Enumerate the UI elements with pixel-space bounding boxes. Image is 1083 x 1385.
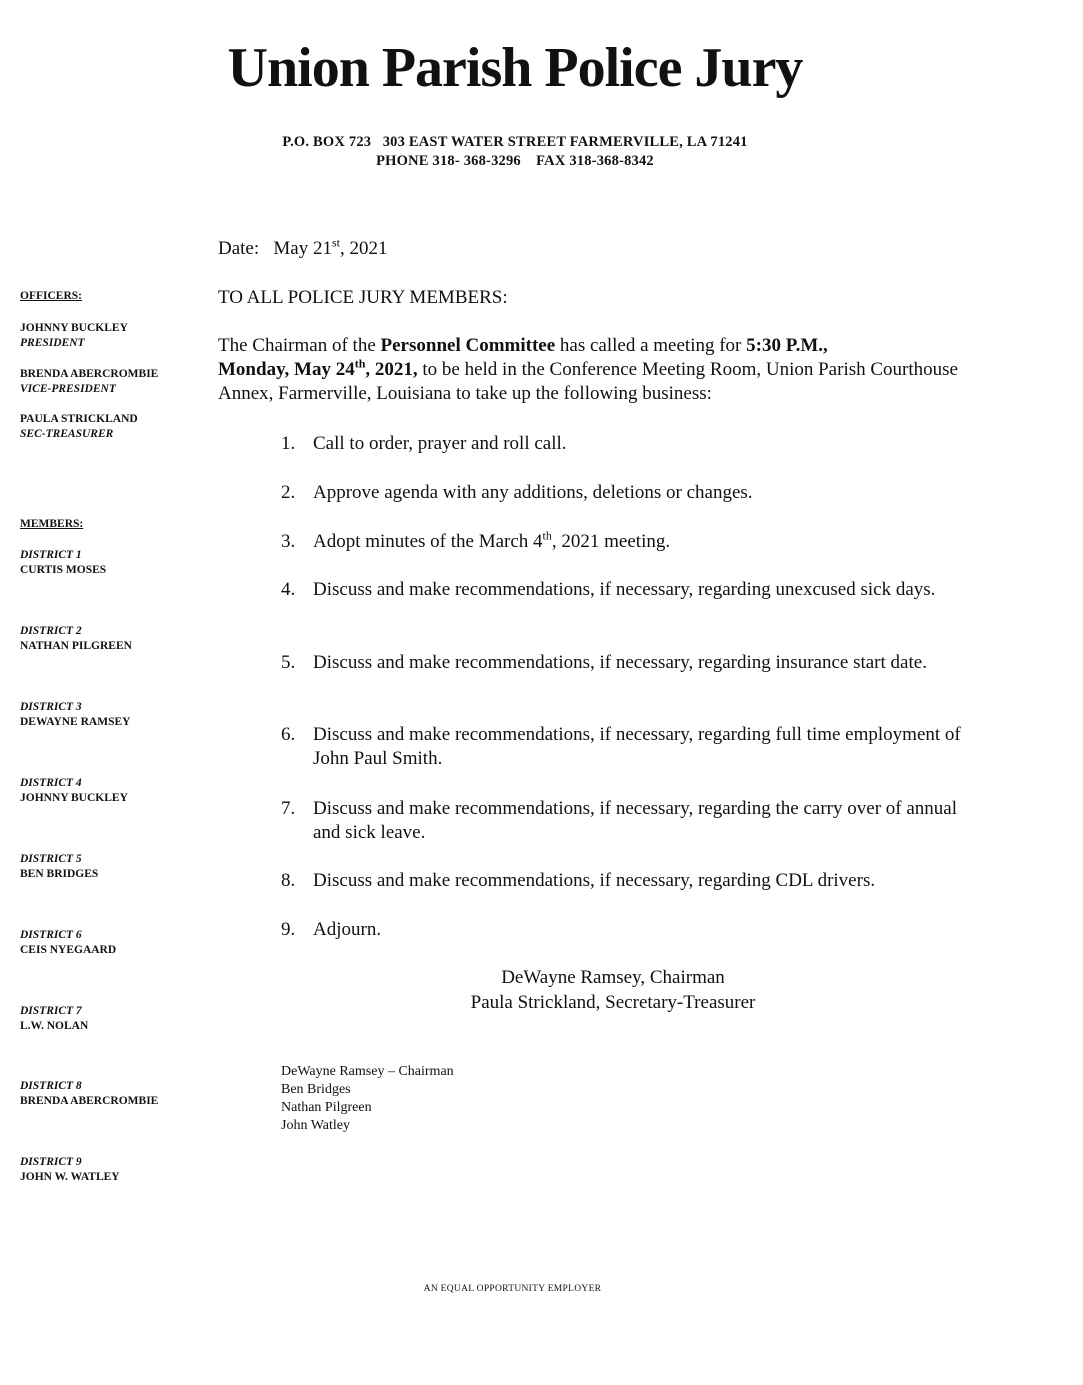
agenda-text: Discuss and make recommendations, if necessary, regarding the carry over of annual and sick leave.: [313, 798, 957, 843]
committee-member: DeWayne Ramsey – Chairman: [281, 1064, 454, 1079]
agenda-number: 5.: [281, 652, 296, 673]
member-name: L.W. NOLAN: [20, 1020, 89, 1032]
officer-entry: [20, 412, 138, 442]
committee-member: Ben Bridges: [281, 1082, 351, 1097]
committee-member-list: [281, 1063, 454, 1135]
officer-name: BRENDA ABERCROMBIE: [20, 368, 159, 380]
member-district: DISTRICT 1: [20, 549, 82, 561]
agenda-text: Call to order, prayer and roll call.: [313, 433, 567, 454]
committee-member: Nathan Pilgreen: [281, 1100, 372, 1115]
agenda-number: 4.: [281, 579, 296, 600]
member-name: DEWAYNE RAMSEY: [20, 716, 131, 728]
member-entry: [20, 624, 132, 654]
agenda-text: Adjourn.: [313, 919, 382, 940]
officer-name: JOHNNY BUCKLEY: [20, 322, 128, 334]
member-entry: [20, 928, 116, 958]
agenda-item: [281, 578, 961, 602]
member-name: CEIS NYEGAARD: [20, 944, 117, 956]
meeting-time: 5:30 P.M.,: [746, 335, 828, 356]
agenda-number: 6.: [281, 724, 296, 745]
salutation: TO ALL POLICE JURY MEMBERS:: [218, 287, 508, 308]
member-district: DISTRICT 5: [20, 853, 82, 865]
officer-role: SEC-TREASURER: [20, 428, 114, 440]
member-district: DISTRICT 9: [20, 1156, 82, 1168]
member-entry: [20, 1155, 120, 1185]
officer-name: PAULA STRICKLAND: [20, 413, 138, 425]
intro-paragraph: The Chairman of the Personnel Committee has called a meeting for 5:30 P.M., Monday, May 24th, 2021, to be held in the Conference Meeting Room, Union Parish Courthouse Annex, Farmerville, Louisiana to take up the following business:: [218, 335, 958, 404]
agenda-number: 1.: [281, 433, 296, 454]
agenda-item: [281, 481, 961, 505]
agenda-item: [281, 869, 961, 893]
member-district: DISTRICT 7: [20, 1005, 82, 1017]
date-month-day: May 21: [273, 238, 332, 259]
officer-role: VICE-PRESIDENT: [20, 383, 116, 395]
member-entry: [20, 1079, 158, 1109]
committee-name: Personnel Committee: [380, 335, 556, 356]
member-name: BEN BRIDGES: [20, 868, 99, 880]
member-name: NATHAN PILGREEN: [20, 640, 132, 652]
member-district: DISTRICT 3: [20, 701, 82, 713]
footer-eoe: AN EQUAL OPPORTUNITY EMPLOYER: [423, 1284, 602, 1294]
member-entry: [20, 1004, 88, 1034]
member-district: DISTRICT 2: [20, 625, 82, 637]
member-name: JOHN W. WATLEY: [20, 1171, 120, 1183]
agenda-number: 9.: [281, 919, 296, 940]
date-suffix: st: [331, 235, 340, 250]
agenda-text: Adopt minutes of the March 4th, 2021 meeting.: [313, 528, 671, 552]
officers-heading: OFFICERS:: [20, 290, 82, 302]
officer-entry: [20, 367, 158, 397]
agenda-item: [281, 432, 961, 456]
officer-role: PRESIDENT: [20, 337, 85, 349]
agenda-number: 3.: [281, 531, 296, 552]
member-name: BRENDA ABERCROMBIE: [20, 1095, 159, 1107]
agenda-text: Discuss and make recommendations, if necessary, regarding full time employment of John Paul Smith.: [313, 724, 961, 769]
member-district: DISTRICT 8: [20, 1080, 82, 1092]
agenda-item: [281, 918, 961, 942]
letterhead-address: P.O. BOX 723 303 EAST WATER STREET FARMERVILLE, LA 71241: [282, 134, 748, 150]
agenda-text: Approve agenda with any additions, deletions or changes.: [313, 482, 753, 503]
committee-member: John Watley: [281, 1118, 350, 1133]
member-district: DISTRICT 4: [20, 777, 82, 789]
signature-secretary: Paula Strickland, Secretary-Treasurer: [470, 992, 756, 1013]
member-name: CURTIS MOSES: [20, 564, 107, 576]
agenda-item: [281, 530, 961, 554]
members-heading: MEMBERS:: [20, 518, 84, 530]
member-entry: [20, 548, 106, 578]
agenda-item: [281, 797, 961, 845]
letterhead-title: Union Parish Police Jury: [227, 37, 803, 99]
agenda-text: Discuss and make recommendations, if necessary, regarding insurance start date.: [313, 652, 927, 673]
date-label: Date:: [218, 238, 260, 259]
member-entry: [20, 852, 98, 882]
member-name: JOHNNY BUCKLEY: [20, 792, 128, 804]
letterhead-phone-fax: PHONE 318- 368-3296 FAX 318-368-8342: [376, 153, 654, 169]
meeting-year: , 2021,: [365, 359, 418, 380]
member-entry: [20, 776, 128, 806]
agenda-number: 8.: [281, 870, 296, 891]
officer-entry: [20, 321, 128, 351]
agenda-item: [281, 723, 961, 771]
signature-chairman: DeWayne Ramsey, Chairman: [501, 967, 725, 988]
member-entry: [20, 700, 130, 730]
agenda-text: Discuss and make recommendations, if necessary, regarding CDL drivers.: [313, 870, 876, 891]
agenda-text: Discuss and make recommendations, if necessary, regarding unexcused sick days.: [313, 579, 936, 600]
date-year: , 2021: [340, 238, 388, 259]
agenda-number: 7.: [281, 798, 296, 819]
agenda-item: [281, 651, 961, 675]
letter-date: [218, 235, 388, 260]
member-district: DISTRICT 6: [20, 929, 82, 941]
meeting-day: Monday, May 24: [218, 359, 355, 380]
agenda-number: 2.: [281, 482, 296, 503]
